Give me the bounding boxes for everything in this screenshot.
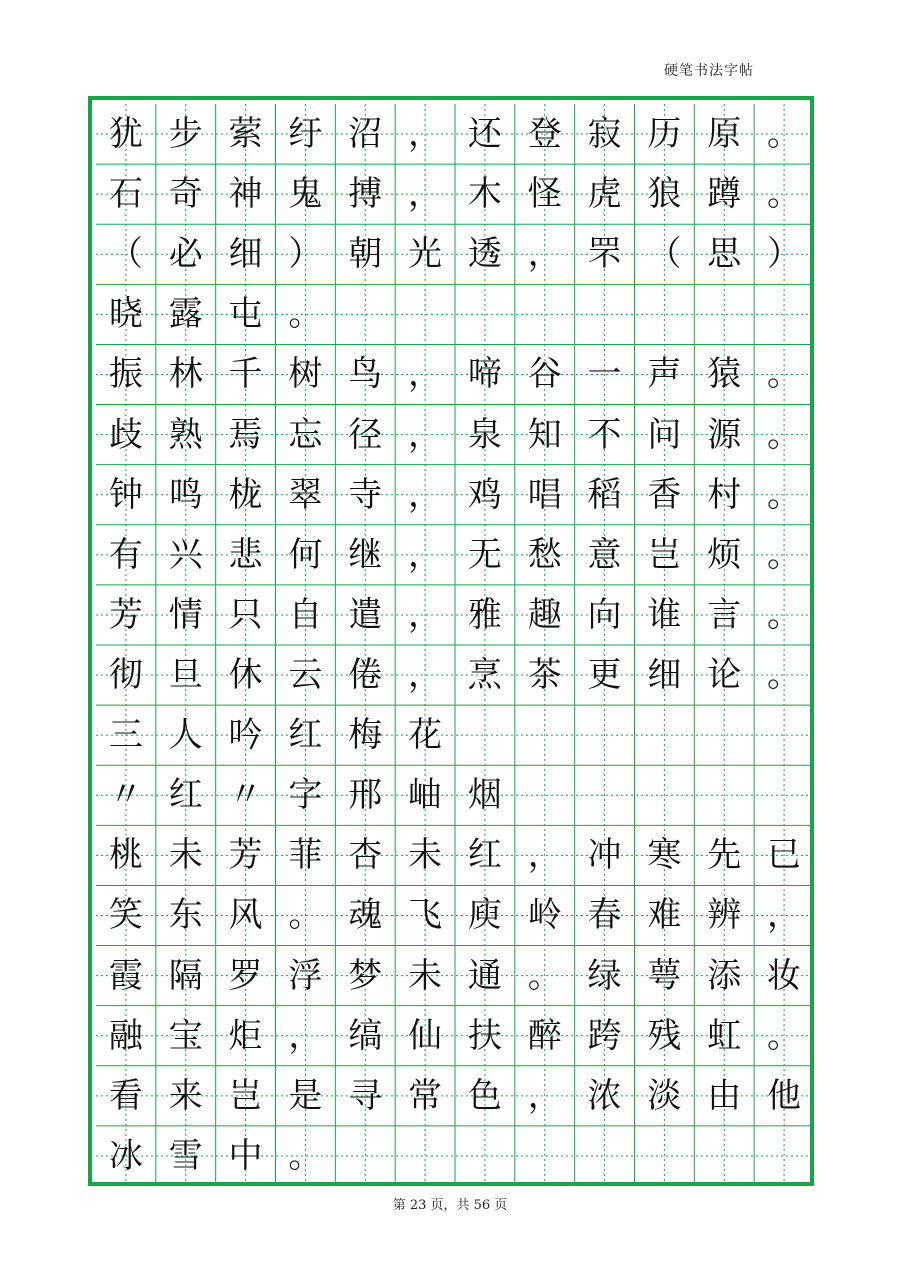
character-cell: 寺 (348, 474, 383, 515)
character-cell: 笑 (108, 895, 143, 936)
text-line (96, 826, 814, 884)
character-cell: 声 (647, 354, 682, 395)
character-cell: ） (767, 234, 802, 275)
character-cell: 翠 (288, 474, 323, 515)
character-cell: 芳 (228, 835, 263, 876)
character-cell: 不 (587, 414, 622, 455)
text-line (96, 406, 814, 464)
character-cell: 融 (108, 1015, 143, 1056)
character-cell: 论 (707, 655, 742, 695)
character-cell: 岫 (408, 775, 443, 816)
character-cell: 缟 (348, 1015, 383, 1056)
character-cell: 言 (707, 594, 742, 635)
character-cell: 萼 (647, 955, 682, 996)
character-cell: 中 (228, 1135, 263, 1176)
character-cell: 寒 (647, 835, 682, 876)
character-cell: 蹲 (707, 174, 742, 215)
character-cell: 吟 (228, 715, 263, 756)
character-cell: 。 (767, 474, 802, 515)
character-cell: 庾 (467, 895, 502, 936)
character-cell: 罗 (228, 955, 263, 996)
character-cell: ， (408, 414, 443, 455)
character-cell: ， (408, 174, 443, 215)
character-cell: 问 (647, 414, 682, 455)
character-cell: 更 (587, 655, 622, 695)
character-cell: 扶 (467, 1015, 502, 1056)
character-cell: 仙 (408, 1015, 443, 1056)
character-cell: 岂 (228, 1075, 263, 1116)
character-cell: 趣 (527, 594, 562, 635)
character-cell: 梅 (348, 715, 383, 756)
character-cell: 绿 (587, 955, 622, 996)
character-cell: 〃 (108, 775, 143, 816)
character-cell: 宝 (168, 1015, 203, 1056)
character-cell: 妆 (767, 955, 802, 996)
character-cell: ， (408, 594, 443, 635)
character-cell: 。 (288, 294, 323, 335)
character-cell: 谁 (647, 594, 682, 635)
character-cell: 狼 (647, 174, 682, 215)
character-cell: 花 (408, 715, 443, 756)
character-cell: 晓 (108, 294, 143, 335)
character-cell: 歧 (108, 414, 143, 455)
character-cell: 梦 (348, 955, 383, 996)
character-cell: 怪 (527, 174, 562, 215)
character-cell: 。 (767, 114, 802, 154)
character-cell: 谷 (527, 354, 562, 395)
character-cell: 原 (707, 114, 742, 154)
character-cell: 。 (767, 174, 802, 215)
character-cell: 一 (587, 354, 622, 395)
character-cell: 细 (647, 655, 682, 695)
character-cell: 春 (587, 895, 622, 936)
character-cell: 有 (108, 534, 143, 575)
character-cell: 细 (228, 234, 263, 275)
character-cell: 稻 (587, 474, 622, 515)
character-cell: 岭 (527, 895, 562, 936)
character-cell: 栊 (228, 474, 263, 515)
text-line (96, 586, 814, 644)
character-cell: 何 (288, 534, 323, 575)
character-cell: 烹 (467, 655, 502, 695)
character-cell: 残 (647, 1015, 682, 1056)
character-cell: 罘 (587, 234, 622, 275)
character-cell: 茶 (527, 655, 562, 695)
character-cell: 奇 (168, 174, 203, 215)
character-cell: 香 (647, 474, 682, 515)
character-cell: 杏 (348, 835, 383, 876)
character-cell: ， (408, 655, 443, 695)
character-cell: 忘 (288, 414, 323, 455)
character-cell: 沼 (348, 114, 383, 154)
character-cell: ， (408, 474, 443, 515)
character-cell: 云 (288, 655, 323, 695)
character-cell: 萦 (228, 114, 263, 154)
character-cell: 。 (767, 1015, 802, 1056)
character-cell: 先 (707, 835, 742, 876)
character-cell: 思 (707, 234, 742, 275)
character-cell: 桃 (108, 835, 143, 876)
character-cell: 鸡 (467, 474, 502, 515)
character-cell: 难 (647, 895, 682, 936)
character-cell: 他 (767, 1075, 802, 1116)
character-cell: 已 (767, 835, 802, 876)
character-cell: 来 (168, 1075, 203, 1116)
character-cell: 熟 (168, 414, 203, 455)
character-cell: 虹 (707, 1015, 742, 1056)
character-cell: 愁 (527, 534, 562, 575)
text-line (96, 105, 814, 163)
character-cell: 兴 (168, 534, 203, 575)
character-cell: 振 (108, 354, 143, 395)
character-cell: 未 (168, 835, 203, 876)
character-cell: ， (408, 354, 443, 395)
character-cell: 自 (288, 594, 323, 635)
character-cell: 〃 (228, 775, 263, 816)
character-cell: 辨 (707, 895, 742, 936)
character-cell: ， (288, 1015, 323, 1056)
character-cell: 泉 (467, 414, 502, 455)
character-cell: ， (767, 895, 802, 936)
character-cell: ， (408, 114, 443, 154)
character-cell: 岂 (647, 534, 682, 575)
character-cell: 通 (467, 955, 502, 996)
character-cell: 未 (408, 955, 443, 996)
text-line (96, 345, 814, 403)
character-cell: 红 (168, 775, 203, 816)
character-cell: 还 (467, 114, 502, 154)
character-cell: 冲 (587, 835, 622, 876)
character-cell: 飞 (408, 895, 443, 936)
text-line (96, 947, 814, 1005)
character-cell: 。 (527, 955, 562, 996)
character-cell: 鸟 (348, 354, 383, 395)
character-cell: 悲 (228, 534, 263, 575)
character-cell: 风 (228, 895, 263, 936)
character-cell: 遣 (348, 594, 383, 635)
character-cell: 犹 (108, 114, 143, 154)
character-cell: 无 (467, 534, 502, 575)
character-cell: 炬 (228, 1015, 263, 1056)
character-cell: 看 (108, 1075, 143, 1116)
text-line (96, 1127, 814, 1185)
text-line (96, 766, 814, 824)
character-cell: 是 (288, 1075, 323, 1116)
character-cell: 霞 (108, 955, 143, 996)
text-line (96, 1007, 814, 1065)
character-cell: 林 (168, 354, 203, 395)
character-cell: 烦 (707, 534, 742, 575)
character-cell: 树 (288, 354, 323, 395)
character-cell: 鸣 (168, 474, 203, 515)
character-cell: （ (647, 234, 682, 275)
character-cell: 光 (408, 234, 443, 275)
practice-grid-frame (88, 96, 814, 1186)
character-cell: 步 (168, 114, 203, 154)
text-line (96, 466, 814, 524)
character-cell: 。 (767, 655, 802, 695)
character-cell: 径 (348, 414, 383, 455)
character-cell: 红 (288, 715, 323, 756)
character-cell: 醉 (527, 1015, 562, 1056)
character-cell: 淡 (647, 1075, 682, 1116)
text-line (96, 285, 814, 343)
character-cell: 纡 (288, 114, 323, 154)
character-cell: 虎 (587, 174, 622, 215)
character-cell: 色 (467, 1075, 502, 1116)
character-cell: 由 (707, 1075, 742, 1116)
character-cell: 彻 (108, 655, 143, 695)
character-cell: 鬼 (288, 174, 323, 215)
text-line (96, 706, 814, 764)
character-cell: 雅 (467, 594, 502, 635)
character-cell: 神 (228, 174, 263, 215)
character-cell: 菲 (288, 835, 323, 876)
character-cell: 。 (767, 594, 802, 635)
character-cell: 。 (767, 354, 802, 395)
character-cell: 未 (408, 835, 443, 876)
text-line (96, 886, 814, 944)
character-cell: 村 (707, 474, 742, 515)
character-cell: 冰 (108, 1135, 143, 1176)
character-cell: 寻 (348, 1075, 383, 1116)
character-cell: 三 (108, 715, 143, 756)
character-cell: 雪 (168, 1135, 203, 1176)
character-cell: 。 (767, 414, 802, 455)
character-cell: 露 (168, 294, 203, 335)
character-cell: （ (108, 234, 143, 275)
character-cell: 休 (228, 655, 263, 695)
character-cell: 东 (168, 895, 203, 936)
character-cell: 历 (647, 114, 682, 154)
character-cell: ， (527, 234, 562, 275)
character-cell: 。 (767, 534, 802, 575)
character-cell: 人 (168, 715, 203, 756)
text-line (96, 646, 814, 704)
character-cell: 继 (348, 534, 383, 575)
character-cell: 唱 (527, 474, 562, 515)
character-cell: 啼 (467, 354, 502, 395)
text-line (96, 165, 814, 223)
character-cell: 常 (408, 1075, 443, 1116)
character-cell: 旦 (168, 655, 203, 695)
character-cell: 跨 (587, 1015, 622, 1056)
character-cell: 搏 (348, 174, 383, 215)
character-cell: 字 (288, 775, 323, 816)
character-cell: 木 (467, 174, 502, 215)
character-cell: 添 (707, 955, 742, 996)
character-cell: 红 (467, 835, 502, 876)
character-cell: ， (408, 534, 443, 575)
character-cell: 猿 (707, 354, 742, 395)
character-cell: ） (288, 234, 323, 275)
character-cell: 芳 (108, 594, 143, 635)
text-line (96, 526, 814, 584)
character-cell: 焉 (228, 414, 263, 455)
character-cell: 。 (288, 1135, 323, 1176)
character-cell: 隔 (168, 955, 203, 996)
character-cell: 知 (527, 414, 562, 455)
character-cell: 倦 (348, 655, 383, 695)
character-cell: 必 (168, 234, 203, 275)
character-cell: 情 (168, 594, 203, 635)
text-line (96, 1067, 814, 1125)
character-cell: 浮 (288, 955, 323, 996)
character-cell: 向 (587, 594, 622, 635)
character-cell: 石 (108, 174, 143, 215)
character-cell: 钟 (108, 474, 143, 515)
character-cell: 千 (228, 354, 263, 395)
page-number: 第 23 页，共 56 页 (392, 1198, 508, 1213)
character-cell: 朝 (348, 234, 383, 275)
character-cell: ， (527, 835, 562, 876)
character-cell: 屯 (228, 294, 263, 335)
character-cell: 。 (288, 895, 323, 936)
character-cell: 烟 (467, 775, 502, 816)
character-cell: 意 (587, 534, 622, 575)
character-cell: 透 (467, 234, 502, 275)
header-title: 硬笔书法字帖 (664, 63, 754, 79)
character-cell: 邢 (348, 775, 383, 816)
character-cell: 源 (707, 414, 742, 455)
character-cell: 寂 (587, 114, 622, 154)
character-cell: 浓 (587, 1075, 622, 1116)
character-cell: 只 (228, 594, 263, 635)
text-line (96, 225, 814, 283)
character-cell: 魂 (348, 895, 383, 936)
character-cell: 登 (527, 114, 562, 154)
character-cell: ， (527, 1075, 562, 1116)
